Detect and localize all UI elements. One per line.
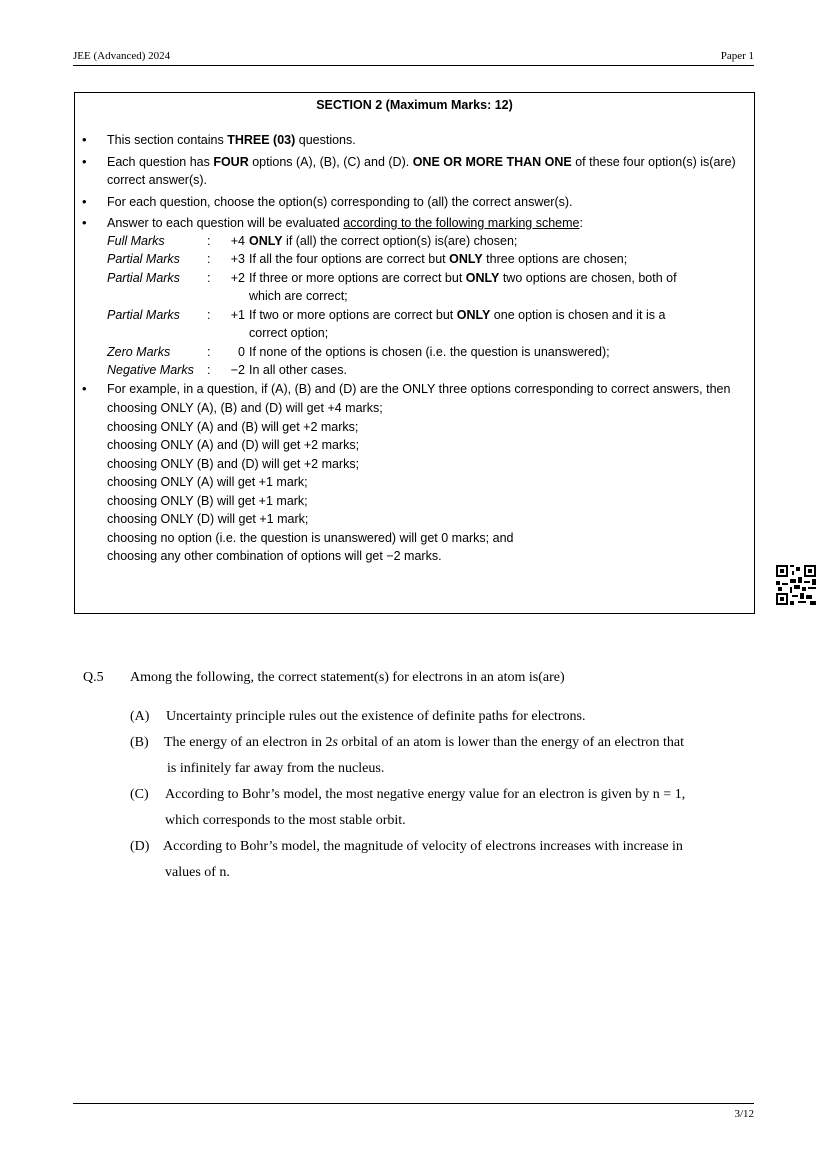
question-number: Q.5 [83,670,104,685]
example-list [107,399,754,566]
example-line: choosing ONLY (B) and (D) will get +2 marks; [107,456,360,471]
instruction-item: • Each question has FOUR options (A), (B), (C) and (D). ONE OR MORE THAN ONE of these four option(s) is(are) correct answer(s). [75,153,754,190]
scheme-row: Partial Marks : +3 If all the four options are correct but ONLY three options are chosen; [107,252,628,266]
footer-divider [73,1103,754,1104]
option-text: According to Bohr’s model, the most negative energy value for an electron is given by n = 1, which corresponds to the most stable orbit. [165,787,686,828]
example-line: choosing ONLY (D) will get +1 mark; [107,512,309,526]
option-text: According to Bohr’s model, the magnitude of velocity of electrons increases with increase in values of n. [163,839,683,880]
example-line: choosing ONLY (A) will get +1 mark; [107,475,308,489]
exam-title: JEE (Advanced) 2024 [73,50,171,62]
example-line: choosing ONLY (A) and (B) will get +2 marks; [107,419,359,434]
instruction-item: • For each question, choose the option(s) corresponding to (all) the correct answer(s). [75,193,754,212]
option-label: (C) [130,787,149,802]
scheme-row: Partial Marks : +2 If three or more options are correct but ONLY two options are chosen, both of which are correct; [107,270,677,303]
option-label: (D) [130,839,150,854]
option-text: The energy of an electron in 2s orbital of an atom is lower than the energy of an electron that is infinitely far away from the nucleus. [164,735,685,776]
instruction-list [75,131,754,566]
qr-code-icon [776,565,816,605]
option-label: (B) [130,735,149,750]
scheme-row: Partial Marks : +1 If two or more options are correct but ONLY one option is chosen and it is a correct option; [107,307,666,340]
option-label: (A) [130,709,150,724]
example-line: choosing ONLY (A), (B) and (D) will get +4 marks; [107,401,383,415]
page-number: 3/12 [734,1108,754,1120]
example-line: choosing ONLY (B) will get +1 mark; [107,493,308,508]
instruction-item: • This section contains THREE (03) questions. [75,131,754,150]
option-text: Uncertainty principle rules out the existence of definite paths for electrons. [166,709,586,724]
paper-label: Paper 1 [720,50,754,62]
instruction-item: • For example, in a question, if (A), (B) and (D) are the ONLY three options corresponding to correct answers, then [75,380,754,399]
instruction-item: • Answer to each question will be evaluated according to the following marking scheme: [75,214,754,233]
scheme-row: Full Marks : +4 ONLY if (all) the correct option(s) is(are) chosen; [107,233,518,248]
example-line: choosing no option (i.e. the question is unanswered) will get 0 marks; and [107,530,514,545]
example-line: choosing ONLY (A) and (D) will get +2 marks; [107,438,360,452]
scheme-row: Negative Marks : −2 In all other cases. [107,363,347,377]
section-title: SECTION 2 (Maximum Marks: 12) [316,98,513,112]
marking-scheme [107,232,754,380]
example-line: choosing any other combination of options will get −2 marks. [107,549,442,563]
scheme-row: Zero Marks : 0 If none of the options is chosen (i.e. the question is unanswered); [107,344,610,359]
question-stem: Among the following, the correct statement(s) for electrons in an atom is(are) [130,670,565,685]
section-instructions-box [74,92,755,614]
page-header [73,50,754,66]
